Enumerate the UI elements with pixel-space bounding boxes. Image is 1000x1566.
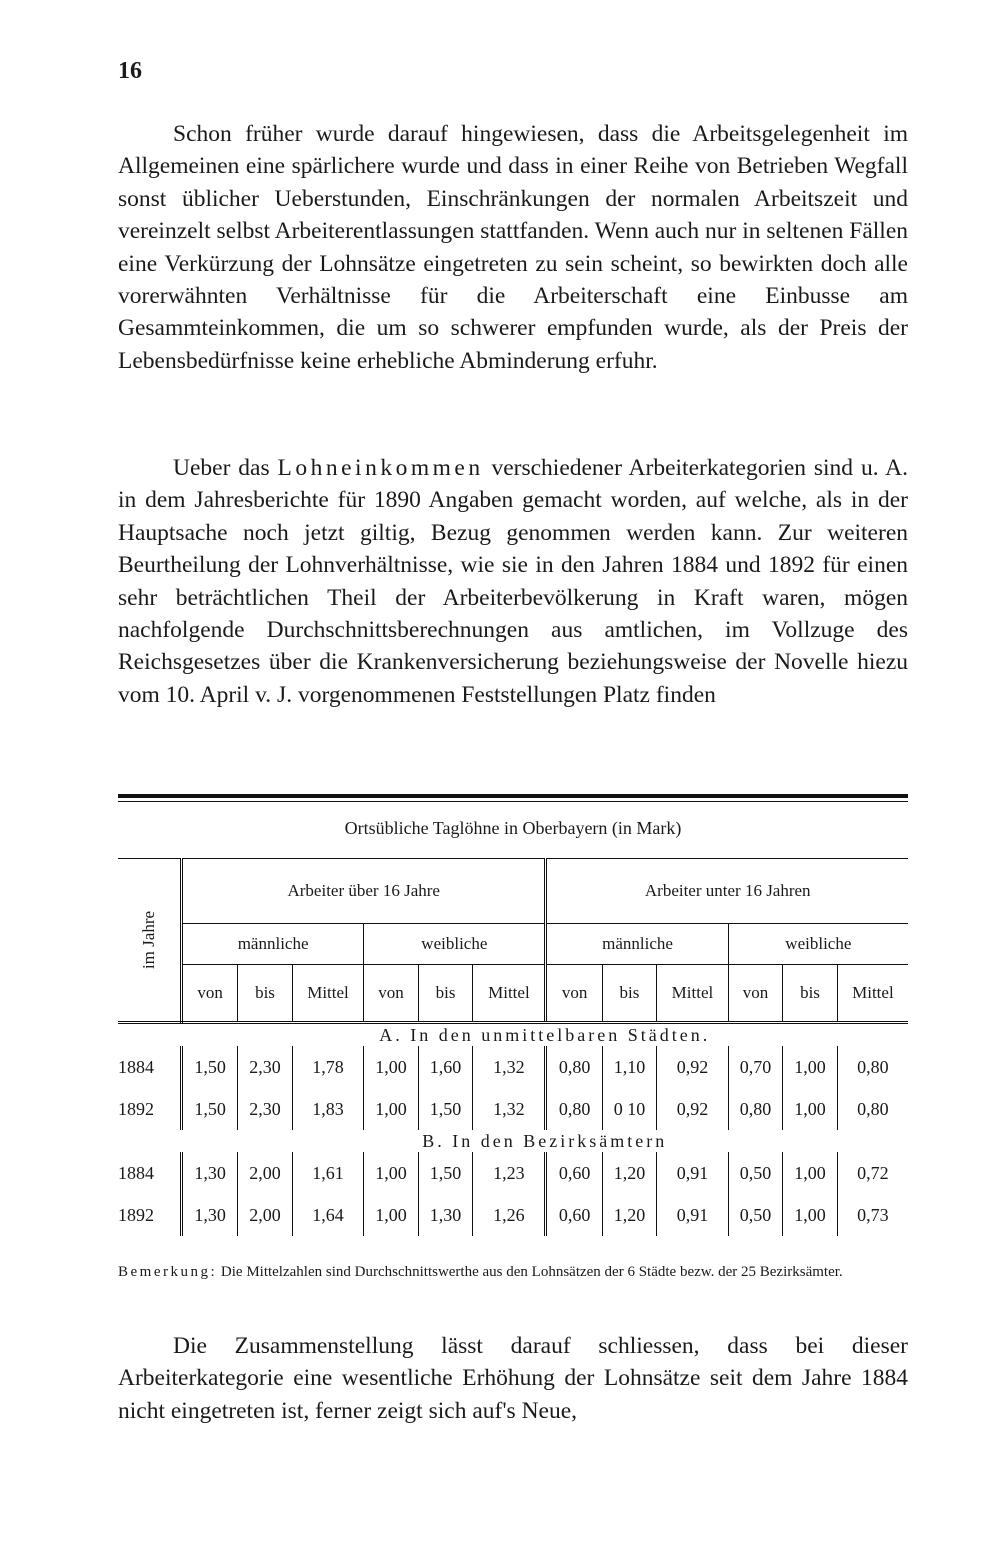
table-title: Ortsübliche Taglöhne in Oberbayern (in Mark): [344, 818, 682, 838]
subgroup-header: weibliche: [728, 924, 908, 965]
table-remark: [118, 1262, 908, 1282]
table-row: [118, 1194, 908, 1236]
table-cell: 2,30: [238, 1088, 293, 1130]
table-cell: 1,00: [364, 1194, 419, 1236]
section-spacer: [118, 1130, 182, 1152]
table-cell: 0,60: [546, 1194, 602, 1236]
column-header: von: [364, 965, 419, 1023]
group-header-under-16: Arbeiter unter 16 Jahren: [546, 859, 908, 924]
table-top-rule-thin: [118, 801, 908, 802]
column-header: Mittel: [473, 965, 546, 1023]
table-cell: 1,32: [473, 1046, 546, 1088]
table-cell: 0,50: [728, 1152, 783, 1194]
table-cell: 1,60: [418, 1046, 473, 1088]
table-body: [118, 1023, 908, 1237]
table-row: [118, 1152, 908, 1194]
row-year: 1892: [118, 1098, 154, 1119]
table-cell: 1,20: [602, 1194, 657, 1236]
paragraph-2-after: verschiedener Arbeiterkategorien sind u. A. in dem Jahresberichte für 1890 Angaben gemacht worden, auf welche, als in der Hauptsache noch jetzt giltig, Bezug genommen werden kann. Zur weiteren Beurtheilung der Lohnverhältnisse, wie sie in den Jahren 1884 und 1892 für einen sehr beträchtlichen Theil der Arbeiterbevölkerung in Kraft waren, mögen nachfolgende Durchschnittsberechnungen aus amtlichen, im Vollzuge des Reichsgesetzes über die Krankenversicherung beziehungsweise der Novelle hiezu vom 10. April v. J. vorgenommenen Feststellungen Platz finden: [118, 455, 909, 708]
table-header-subgroups: [118, 924, 908, 965]
table-cell: 0,92: [657, 1088, 728, 1130]
section-spacer: [118, 1023, 182, 1047]
table-cell: 1,32: [473, 1088, 546, 1130]
table-cell: 1,23: [473, 1152, 546, 1194]
table-cell: 0,73: [837, 1194, 908, 1236]
section-header-row: [118, 1023, 908, 1047]
table-header-columns: [118, 965, 908, 1023]
column-header: bis: [418, 965, 473, 1023]
table-cell: 1,50: [418, 1088, 473, 1130]
table-cell: 1,64: [292, 1194, 363, 1236]
table-cell: 0,80: [546, 1046, 602, 1088]
table-cell: 2,30: [238, 1046, 293, 1088]
year-column-header: im Jahre: [118, 859, 182, 1023]
column-header: von: [182, 965, 238, 1023]
column-header: Mittel: [657, 965, 728, 1023]
paragraph-1: Schon früher wurde darauf hingewiesen, dass die Arbeitsgelegenheit im Allgemeinen eine spärlichere wurde und dass in einer Reihe von Betrieben Wegfall sonst üblicher Ueberstunden, Einschränkungen der normalen Arbeitszeit und vereinzelt selbst Arbeiterentlassungen stattfanden. Wenn auch nur in seltenen Fällen eine Verkürzung der Lohnsätze eingetreten zu sein scheint, so bewirkten doch alle vorerwähnten Verhältnisse für die Arbeiterschaft eine Einbusse am Gesammteinkommen, die um so schwerer empfunden wurde, als der Preis der Lebensbedürfnisse keine erhebliche Abminderung erfuhr.: [118, 121, 908, 374]
table-cell: 1,00: [364, 1046, 419, 1088]
table-cell: 1,00: [783, 1088, 838, 1130]
table-cell: 0,50: [728, 1194, 783, 1236]
section-header-row: [118, 1130, 908, 1152]
table-cell: 1,00: [783, 1194, 838, 1236]
table-cell: 1,00: [783, 1152, 838, 1194]
table-cell: 1,78: [292, 1046, 363, 1088]
table-cell: 0,80: [837, 1046, 908, 1088]
column-header: bis: [238, 965, 293, 1023]
subgroup-header: männliche: [546, 924, 728, 965]
table-cell: 1,30: [182, 1152, 238, 1194]
table-cell: 0,92: [657, 1046, 728, 1088]
column-header: von: [546, 965, 602, 1023]
section-title: A. In den unmittelbaren Städten.: [379, 1024, 711, 1045]
table-row: [118, 1088, 908, 1130]
remark-label: Bemerkung:: [118, 1264, 218, 1280]
table-row: [118, 1046, 908, 1088]
table-top-rule: [118, 794, 908, 798]
column-header: von: [728, 965, 783, 1023]
table-cell: 0 10: [602, 1088, 657, 1130]
column-header: Mittel: [837, 965, 908, 1023]
table-cell: 0,91: [657, 1152, 728, 1194]
table-cell: 1,50: [182, 1046, 238, 1088]
row-year: 1884: [118, 1162, 154, 1183]
row-year: 1892: [118, 1204, 154, 1225]
table-cell: 1,61: [292, 1152, 363, 1194]
paragraph-3: Die Zusammenstellung lässt darauf schliessen, dass bei dieser Arbeiterkategorie eine wesentliche Erhöhung der Lohnsätze seit dem Jahre 1884 nicht eingetreten ist, ferner zeigt sich auf's Neue,: [118, 1333, 908, 1424]
table-cell: 0,80: [837, 1088, 908, 1130]
table-cell: 2,00: [238, 1194, 293, 1236]
table-cell: 0,70: [728, 1046, 783, 1088]
table-cell: 1,00: [364, 1088, 419, 1130]
page-number: 16: [118, 58, 142, 84]
row-year: 1884: [118, 1056, 154, 1077]
table-cell: 1,20: [602, 1152, 657, 1194]
remark-text: Die Mittelzahlen sind Durchschnittswerthe aus den Lohnsätzen der 6 Städte bezw. der 25 Bezirksämter.: [217, 1264, 843, 1280]
table-header-groups: [118, 859, 908, 924]
wage-table: [118, 858, 908, 1236]
table-cell: 0,91: [657, 1194, 728, 1236]
column-header: bis: [602, 965, 657, 1023]
table-cell: 1,26: [473, 1194, 546, 1236]
table-cell: 2,00: [238, 1152, 293, 1194]
table-cell: 1,83: [292, 1088, 363, 1130]
section-title: B. In den Bezirksämtern: [422, 1130, 668, 1151]
subgroup-header: weibliche: [364, 924, 546, 965]
table-cell: 0,80: [728, 1088, 783, 1130]
table-cell: 0,72: [837, 1152, 908, 1194]
table-cell: 1,00: [364, 1152, 419, 1194]
paragraph-2-emphasis: Lohneinkommen: [277, 455, 484, 481]
table-cell: 1,30: [182, 1194, 238, 1236]
column-header: bis: [783, 965, 838, 1023]
table-cell: 1,00: [783, 1046, 838, 1088]
subgroup-header: männliche: [182, 924, 364, 965]
table-cell: 1,10: [602, 1046, 657, 1088]
column-header: Mittel: [292, 965, 363, 1023]
table-cell: 1,30: [418, 1194, 473, 1236]
table-cell: 1,50: [182, 1088, 238, 1130]
table-cell: 0,60: [546, 1152, 602, 1194]
paragraph-2: [118, 452, 908, 711]
paragraph-2-before: Ueber das: [173, 455, 278, 481]
table-cell: 1,50: [418, 1152, 473, 1194]
table-cell: 0,80: [546, 1088, 602, 1130]
group-header-over-16: Arbeiter über 16 Jahre: [182, 859, 546, 924]
